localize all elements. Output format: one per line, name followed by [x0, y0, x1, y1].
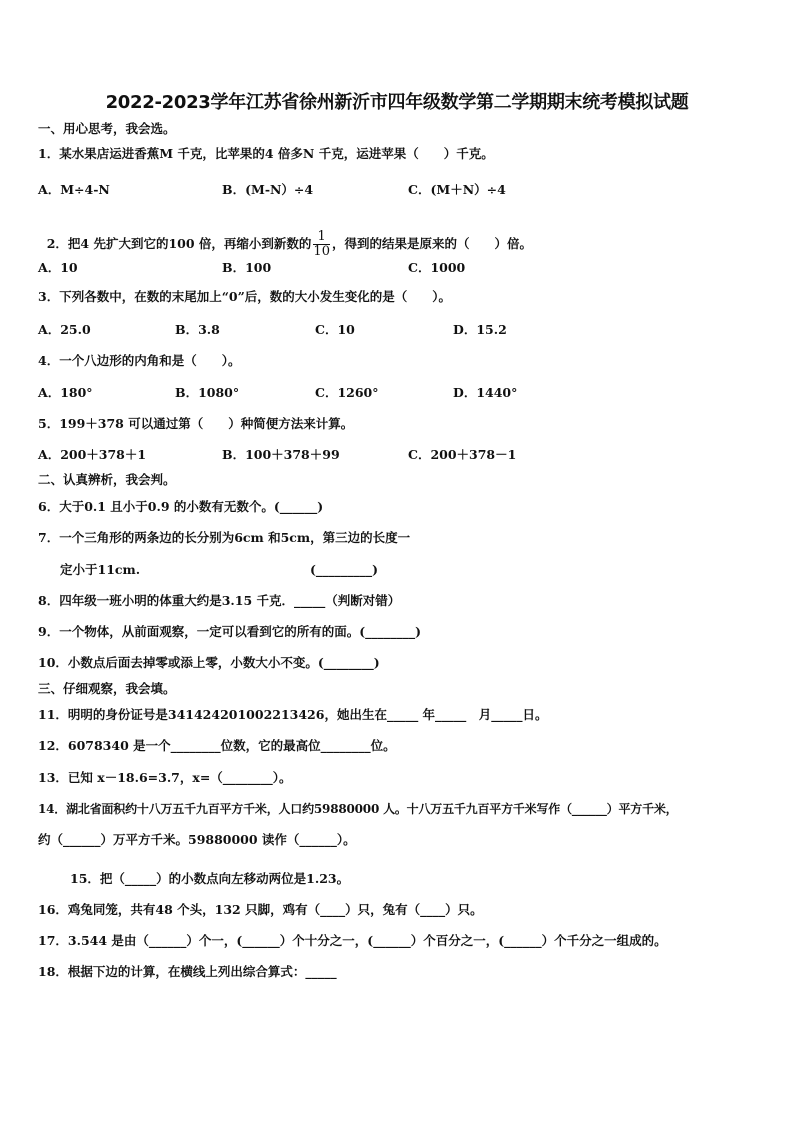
question-9: 9．一个物体，从前面观察，一定可以看到它的所有的面。(________) — [38, 624, 422, 639]
question-10: 10．小数点后面去掉零或添上零，小数大小不变。(________) — [38, 655, 380, 670]
question-7-line-1: 7．一个三角形的两条边的长分别为6cm 和5cm，第三边的长度一 — [38, 530, 411, 545]
q2-option-c: C．1000 — [408, 260, 466, 275]
question-1: 1．某水果店运进香蕉M 千克，比苹果的4 倍多N 千克，运进苹果（ ）千克。 — [38, 146, 494, 161]
question-14-line-1: 14．湖北省面积约十八万五千九百平方千米，人口约59880000 人。十八万五千九百平方千米写作（______）平方千米， — [38, 802, 678, 816]
q1-option-c: C．(M＋N）÷4 — [408, 182, 506, 197]
q4-option-c: C．1260° — [315, 385, 379, 400]
q4-option-d: D．1440° — [453, 385, 518, 400]
question-13: 13．已知 x－18.6=3.7，x=（________）。 — [38, 770, 292, 785]
question-5: 5．199＋378 可以通过第（ ）种简便方法来计算。 — [38, 416, 354, 431]
q5-option-a: A．200＋378＋1 — [38, 447, 147, 462]
q5-option-b: B．100＋378＋99 — [222, 447, 340, 462]
question-3: 3．下列各数中，在数的末尾加上“0”后，数的大小发生变化的是（ ）。 — [38, 289, 452, 304]
question-6: 6．大于0.1 且小于0.9 的小数有无数个。(______) — [38, 499, 324, 514]
section-2-heading: 二、认真辨析，我会判。 — [38, 472, 176, 487]
q4-option-b: B．1080° — [175, 385, 240, 400]
question-18: 18．根据下边的计算，在横线上列出综合算式：_____ — [38, 964, 337, 979]
q4-option-a: A．180° — [38, 385, 93, 400]
section-3-heading: 三、仔细观察，我会填。 — [38, 681, 176, 696]
question-11: 11．明明的身份证号是341424201002213426，她出生在_____ 年_____ 月_____日。 — [38, 707, 548, 722]
q2-text-before: 2．把4 先扩大到它的100 倍，再缩小到新数的 — [46, 236, 312, 251]
page-title: 2022-2023学年江苏省徐州新沂市四年级数学第二学期期末统考模拟试题 — [105, 92, 689, 113]
q1-option-b: B．(M-N）÷4 — [222, 182, 314, 197]
section-1-heading: 一、用心思考，我会选。 — [38, 121, 176, 136]
question-7-blank: (_________) — [310, 562, 379, 577]
q1-option-a: A．M÷4-N — [38, 182, 110, 197]
question-4: 4．一个八边形的内角和是（ ）。 — [38, 353, 241, 368]
q2-option-a: A．10 — [38, 260, 78, 275]
q2-option-b: B．100 — [222, 260, 272, 275]
question-7-line-2: 定小于11cm. — [60, 562, 141, 577]
fraction-denominator: 10 — [313, 244, 330, 259]
q2-fraction — [313, 230, 330, 259]
q5-option-c: C．200＋378－1 — [408, 447, 517, 462]
fraction-numerator: 1 — [313, 230, 330, 245]
question-2 — [38, 214, 532, 259]
q3-option-d: D．15.2 — [453, 322, 507, 337]
question-8: 8．四年级一班小明的体重大约是3.15 千克．_____（判断对错） — [38, 593, 401, 608]
q3-option-b: B．3.8 — [175, 322, 220, 337]
question-14-line-2: 约（______）万平方千米。59880000 读作（______）。 — [38, 832, 356, 847]
q2-text-after: ，得到的结果是原来的（ ）倍。 — [331, 236, 532, 251]
q3-option-c: C．10 — [315, 322, 355, 337]
q3-option-a: A．25.0 — [38, 322, 91, 337]
question-16: 16．鸡兔同笼，共有48 个头，132 只脚，鸡有（____）只，兔有（____）只。 — [38, 902, 483, 917]
question-15: 15．把（_____）的小数点向左移动两位是1.23。 — [70, 871, 350, 886]
question-17: 17．3.544 是由（______）个一，(______）个十分之一，(______）个百分之一，(______）个千分之一组成的。 — [38, 933, 667, 948]
question-12: 12．6078340 是一个________位数，它的最高位________位。 — [38, 738, 396, 753]
